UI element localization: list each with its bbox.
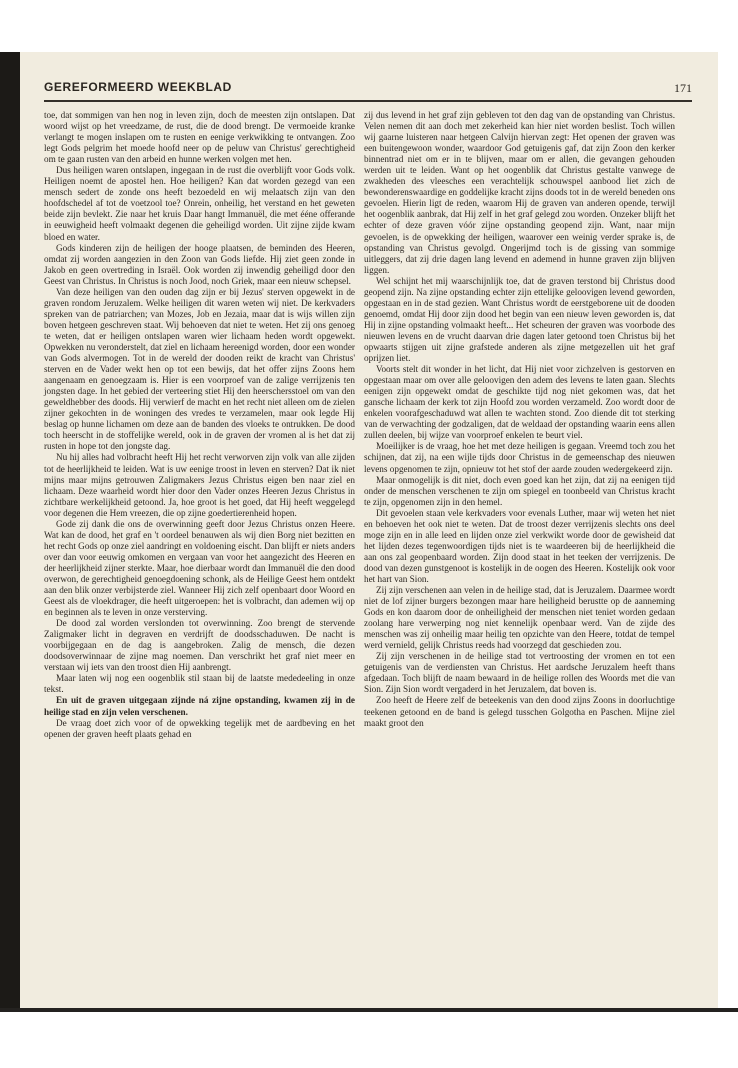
paragraph: Zoo heeft de Heere zelf de beteekenis van den dood zijns Zoons in doorluchtige teekenen getoond en de band is gelegd tusschen Golgotha en Paschen. Mijne ziel maakt groot den: [364, 695, 675, 728]
paragraph: Wel schijnt het mij waarschijnlijk toe, dat de graven terstond bij Christus dood geopend zijn. Na zijne opstanding echter zijn ettelijke geloovigen levend geworden, opgestaan en in de stad gezien. Want Christus wordt de eerstgeborene uit de dooden genoemd, omdat Hij door zijn dood het begin van een nieuw leven geworden is, dat Hij in zijne opstanding volmaakt heeft... Het scheuren der graven was voorbode des nieuwen levens en de vrucht daarvan drie dagen later getoond toen Christus bij het opwaarts stijgen uit zijne grafstede anderen als zijne metgezellen uit het graf oprijzen liet.: [364, 275, 675, 364]
publication-title: GEREFORMEERD WEEKBLAD: [44, 80, 232, 94]
section-heading: En uit de graven uitgegaan zijnde ná zijne opstanding, kwamen zij in de heilige stad en zijn velen verschenen.: [44, 695, 355, 717]
paragraph: toe, dat sommigen van hen nog in leven zijn, doch de meesten zijn ontslapen. Dat woord wijst op het vreedzame, de rust, die de dood brengt. De vermoeide kranke verlangt te mogen inslapen om te rusten en eenige verkwikking te ontvangen. Zoo legt Gods pelgrim het moede hoofd neer op de peluw van Christus' gerechtigheid om te gaan rusten van den arbeid en hunne werken volgen met hen.: [44, 110, 355, 165]
scan-edge-left: [0, 52, 22, 1010]
paragraph: Gods kinderen zijn de heiligen der hooge plaatsen, de beminden des Heeren, omdat zij worden aangezien in den Zoon van Gods liefde. Hij ziet geen zonde in Jakob en geen overtreding in Israël. Ook worden zij inwendig geheiligd door den Geest van Christus. In Christus is noch Jood, noch Griek, maar een nieuw schepsel.: [44, 242, 355, 286]
right-column: [364, 110, 675, 729]
scan-edge-bottom: [0, 1008, 738, 1012]
paragraph: Zij zijn verschenen in de heilige stad tot vertroosting der vromen en tot een getuigenis van de verdiensten van Christus. Het aardsche Jeruzalem heeft thans afgedaan. Toch blijft de naam bewaard in de heilige rollen des Woords met die van Sion. Zijn Sion wordt vergaderd in het Jeruzalem, dat boven is.: [364, 651, 675, 695]
paragraph: Zij zijn verschenen aan velen in de heilige stad, dat is Jeruzalem. Daarmee wordt niet de lof zijner burgers bezongen maar hare heiligheid berustte op de aanneming Gods en kon daarom door de onheiligheid der menschen niet teniet worden gedaan zoolang hare verwerping nog niet kennelijk openbaar werd. Van de zijde des menschen was zij onheilig maar heilig ten opzichte van den Heere, totdat de tempel werd vernield, gelijk Christus reeds had voorzegd dat geschieden zou.: [364, 585, 675, 651]
page-number: 171: [674, 81, 692, 95]
paragraph: Dit gevoelen staan vele kerkvaders voor evenals Luther, maar wij weten het niet en behoeven het ook niet te weten. Dat de troost dezer verrijzenis slechts ons deel moge zijn en in alle leed en lijden onze ziel verkwikt worde door de gewisheid dat het lijden dezes tegenwoordigen tijds niet is te waardeeren bij de heerlijkheid die aan ons zal geopenbaard worden. Zijn dood staat in het teeken der verrijzenis. De dood van dezen gunstgenoot is kostelijk in de oogen des Heeren. Kostelijk ook voor het hart van Sion.: [364, 507, 675, 584]
paragraph: Dus heiligen waren ontslapen, ingegaan in de rust die overblijft voor Gods volk. Heiligen noemt de apostel hen. Hoe heiligen? Kan dat worden gezegd van een mensch sedert de zonde ons heeft bezoedeld en wij melaatsch zijn van den hoofdschedel af tot de voetzool toe? Onrein, onheilig, het verstand en het geweten beide zijn bevlekt. Zie naar het kruis Daar hangt Immanuël, die met ééne offerande in eeuwigheid heeft volmaakt degenen die geheiligd worden. Uit zijne zijde kwam bloed en water.: [44, 165, 355, 242]
paragraph: De vraag doet zich voor of de opwekking tegelijk met de aardbeving en het openen der graven heeft plaats gehad en: [44, 717, 355, 739]
paragraph: Maar laten wij nog een oogenblik stil staan bij de laatste mededeeling in onze tekst.: [44, 673, 355, 695]
paragraph: Voorts stelt dit wonder in het licht, dat Hij niet voor zichzelven is gestorven en opgestaan maar om over alle geloovigen den adem des levens te laten gaan. Slechts eenigen zijn opgewekt omdat de geschikte tijd nog niet gekomen was, dat het gansche lichaam der kerk tot zijn Hoofd zou worden verzameld. Zoo wordt door de enkelen voorafgeschaduwd wat allen te wachten stond. Zoo diende dit tot sterking van de verwachting der godzaligen, dat de weldaad der opstanding waarin eens allen zullen deelen, bij wijze van voorproef enkelen te beurt viel.: [364, 364, 675, 441]
paragraph: Nu hij alles had volbracht heeft Hij het recht verworven zijn volk van alle zijden tot de heerlijkheid te leiden. Wat is uw eenige troost in leven en sterven? Dat ik niet mijns maar mijns getrouwen Zaligmakers Jezus Christus eigen ben naar ziel en lichaam. Deze waarheid wordt hier door den Vader onzes Heeren Jezus Christus in zichtbare werkelijkheid getoond. Ja, hoe groot is het goed, dat Hij heeft weggelegd voor degenen die Hem vreezen, die op zijne goedertierenheid hopen.: [44, 452, 355, 518]
paragraph: Maar onmogelijk is dit niet, doch even goed kan het zijn, dat zij na eenigen tijd onder de menschen verschenen te zijn om spiegel en toonbeeld van Christus kracht te zijn, opgenomen zijn in den hemel.: [364, 474, 675, 507]
paragraph: Gode zij dank die ons de overwinning geeft door Jezus Christus onzen Heere. Wat kan de dood, het graf en 't oordeel benauwen als wij dien Borg niet bezitten en het recht Gods op onze ziel aandringt en voldoening eischt. Dan blijft er niets anders over dan voor eeuwig omkomen en vergaan van voor het aangezicht des Heeren en der heerlijkheid zijner sterkte. Maar, hoe dierbaar wordt dan Immanuël die den dood overwon, de gerechtigheid genoegdoening schonk, als de Heilige Geest hem ontdekt aan den blik onzer verbijsterde ziel. Wanneer Hij zich zelf openbaart door Woord en Geest als de vloekdrager, die heeft uitgeroepen: het is volbracht, dan ademen wij op en beginnen als te leven in onze versterving.: [44, 518, 356, 618]
left-column: [44, 110, 355, 740]
page-header: [44, 80, 692, 102]
paragraph: zij dus levend in het graf zijn gebleven tot den dag van de opstanding van Christus. Velen nemen dit aan doch met zekerheid kan hier niet worden beslist. Toch willen wij gaarne luisteren naar hetgeen Calvijn hiervan zegt: Het openen der graven was een buitengewoon wonder, waardoor God getuigenis gaf, dat zijn Zoon den kerker binnentrad niet om er in te blijven, maar om er allen, die gevangen gehouden werden uit te leiden. Want op het oogenblik dat Christus gestalte vanwege de zwakheden des vleesches een verachtelijk schouwspel aanbood liet zich de bewonderenswaardige en goddelijke kracht zijns doods tot in de wereld beneden ons gevoelen. Hierin ligt de reden, waarom Hij de graven van anderen opende, terwijl het oogenblik aanbrak, dat Hij zelf in het graf gelegd zou worden. Onzeker blijft het echter of deze graven vóór zijne opstanding geopend zijn. Want, naar mijn gevoelen, is de opwekking der heiligen, waarover een weinig verder sprake is, de opstanding van Christus gevolgd. Ongerijmd toch is de gissing van sommige uitleggers, dat zij drie dagen lang levend en ademend in hunne graven zijn blijven liggen.: [364, 110, 676, 275]
paragraph: Moeilijker is de vraag, hoe het met deze heiligen is gegaan. Vreemd toch zou het schijnen, dat zij, na een wijle tijds door Christus in de gemeenschap des nieuwen levens opgenomen te zijn, opnieuw tot het stof der aarde zouden wedergekeerd zijn.: [364, 441, 675, 474]
paragraph: De dood zal worden verslonden tot overwinning. Zoo brengt de stervende Zaligmaker licht in degraven en verdrijft de doodsschaduwen. De nacht is voorbijgegaan en de dag is aangebroken. Zalig de mensch, die dezen doodsoverwinnaar de zijne mag noemen. Dan verschrikt het graf niet meer en verstaan wij iets van den troost dien Hij aanbrengt.: [44, 618, 355, 673]
paragraph: Van deze heiligen van den ouden dag zijn er bij Jezus' sterven opgewekt in de graven rondom Jeruzalem. Welke heiligen dit waren weten wij niet. De kerkvaders spreken van de patriarchen; van Mozes, Job en Jezaia, maar dat is wijs willen zijn boven hetgeen geschreven staat. Wij behoeven dat niet te weten. Het zij ons genoeg te weten, dat er heiligen ontslapen waren wier lichaam heden wordt opgewekt. Opwekken nu veronderstelt, dat ziel en lichaam hereenigd worden, door een wonder van Gods alvermogen. Tot in de wereld der dooden reikt de kracht van Christus' sterven en de Vader wekt hen op tot een bewijs, dat het offer zijns Zoons hem aangenaam en genoegzaam is. Hier is een voorproef van de zalige verrijzenis ten jongsten dage. In het gebied der verteering stiet Hij den heerschersstoel om van den geweldhebber des doods. Hij verwierf de macht en het recht niet alleen om de zielen zijner gekochten in de woningen des vredes te verzamelen, maar ook legde Hij beslag op hunne lichamen om deze aan de banden des vloeks te ontrukken. De dood toch heerscht in de stoffelijke wereld, ook in de graven der vromen al is het dat zij rusten in hope tot den jongste dag.: [44, 286, 355, 452]
